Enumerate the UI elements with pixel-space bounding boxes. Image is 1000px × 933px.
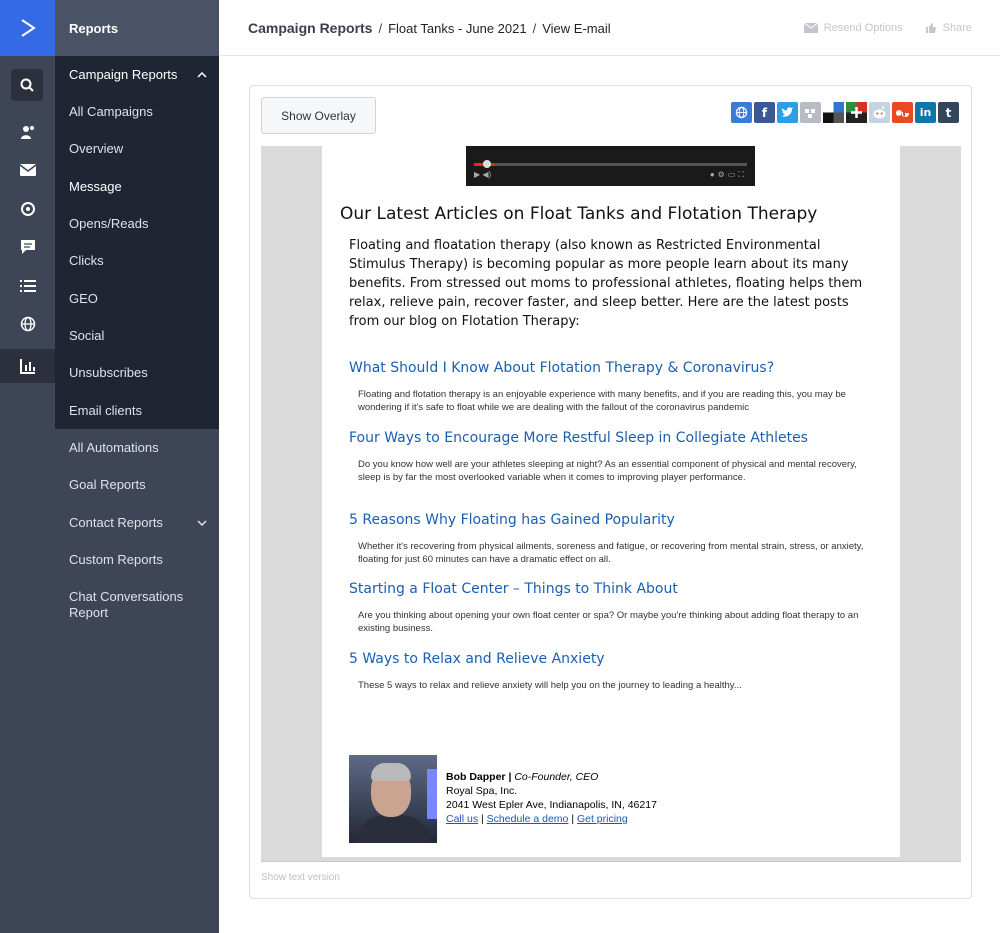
video-progress-bar[interactable] — [474, 163, 747, 166]
signature-address: 2041 West Epler Ave, Indianapolis, IN, 46217 — [446, 799, 657, 811]
show-text-version-link[interactable]: Show text version — [261, 872, 340, 883]
breadcrumb-current: View E-mail — [542, 20, 611, 36]
breadcrumb-separator: / — [378, 20, 383, 36]
avatar — [349, 755, 437, 843]
globe-icon[interactable] — [731, 102, 752, 123]
article-title-link[interactable]: Starting a Float Center – Things to Think About — [349, 581, 678, 597]
automations-icon[interactable] — [0, 192, 55, 226]
article-title-link[interactable]: 5 Reasons Why Floating has Gained Popularity — [349, 512, 675, 528]
nav-item-custom-reports[interactable]: Custom Reports — [69, 552, 163, 567]
article-item — [349, 581, 879, 635]
digg-icon[interactable] — [800, 102, 821, 123]
thumbs-up-icon — [925, 22, 937, 34]
delicious-icon[interactable] — [823, 102, 844, 123]
breadcrumb — [248, 20, 611, 36]
lists-icon[interactable] — [0, 269, 55, 303]
nav-item-goal-reports[interactable]: Goal Reports — [69, 477, 146, 492]
video-controls-icon[interactable]: ●⚙▭⛶ — [709, 170, 747, 179]
icon-rail — [0, 0, 55, 933]
article-summary: Floating and flotation therapy is an enjoyable experience with many benefits, and if you are reading this, you may be wondering if it's safe to float while we are dealing with the fallout of the coronavirus pandemic — [358, 389, 846, 413]
envelope-icon — [804, 23, 818, 33]
schedule-demo-link[interactable]: Schedule a demo — [486, 813, 569, 825]
share-button[interactable]: Share — [925, 22, 972, 34]
signature-name: Bob Dapper — [446, 771, 506, 783]
play-icon[interactable]: ▶ ◀) — [474, 170, 492, 179]
search-icon[interactable] — [11, 69, 43, 101]
article-summary: Do you know how well are your athletes sleeping at night? As an essential component of physical and mental recovery, sleep is by far the most overlooked variable when it comes to improving player performance. — [358, 459, 857, 483]
social-share-bar — [731, 102, 959, 123]
contacts-icon[interactable] — [0, 115, 55, 149]
reddit-icon[interactable] — [869, 102, 890, 123]
call-us-link[interactable]: Call us — [446, 813, 479, 825]
signature-role: Co-Founder, CEO — [514, 771, 599, 783]
page-header — [219, 0, 1000, 56]
article-summary: These 5 ways to relax and relieve anxiety will help you on the journey to leading a healthy... — [358, 680, 742, 691]
chevron-up-icon — [197, 72, 207, 78]
article-title-link[interactable]: What Should I Know About Flotation Therapy & Coronavirus? — [349, 360, 775, 376]
nav-item-overview[interactable]: Overview — [69, 141, 124, 156]
nav-item-opens-reads[interactable]: Opens/Reads — [69, 216, 149, 231]
email-intro: Floating and floatation therapy (also known as Restricted Environmental Stimulus Therapy) is becoming popular as more people learn about its many benefits. From stressed out moms to professional athletes, floating helps them relax, relieve pain, recover faster, and sleep better. Here are the latest posts from our blog on Flotation Therapy: — [349, 238, 863, 329]
reports-nav — [55, 0, 219, 933]
resend-options-button[interactable]: Resend Options — [804, 22, 903, 34]
nav-item-social[interactable]: Social — [69, 328, 105, 343]
chevron-down-icon — [197, 520, 207, 526]
nav-item-all-automations[interactable]: All Automations — [69, 440, 159, 455]
reports-icon[interactable] — [0, 349, 55, 383]
header-actions — [804, 22, 972, 34]
get-pricing-link[interactable]: Get pricing — [576, 813, 628, 825]
nav-section-title: Reports — [55, 0, 219, 56]
nav-item-chat-conversations-report[interactable]: Chat Conversations Report — [69, 589, 184, 620]
nav-item-geo[interactable]: GEO — [69, 291, 98, 306]
email-heading: Our Latest Articles on Float Tanks and Flotation Therapy — [340, 204, 818, 224]
email-preview-frame[interactable] — [261, 146, 961, 862]
video-player[interactable] — [466, 146, 755, 186]
facebook-icon[interactable]: f — [754, 102, 775, 123]
article-item — [349, 512, 879, 566]
email-body — [322, 146, 900, 857]
campaigns-icon[interactable] — [0, 153, 55, 187]
article-item — [349, 360, 879, 414]
app-logo-icon[interactable] — [0, 0, 55, 56]
linkedin-icon[interactable]: in — [915, 102, 936, 123]
conversations-icon[interactable] — [0, 230, 55, 264]
article-summary: Are you thinking about opening your own float center or spa? Or maybe you're thinking about adding float therapy to an existing business. — [358, 610, 859, 634]
article-title-link[interactable]: Four Ways to Encourage More Restful Sleep in Collegiate Athletes — [349, 430, 808, 446]
nav-item-email-clients[interactable]: Email clients — [69, 403, 142, 418]
article-title-link[interactable]: 5 Ways to Relax and Relieve Anxiety — [349, 651, 605, 667]
nav-item-contact-reports[interactable]: Contact Reports — [69, 515, 207, 531]
email-preview-panel — [249, 85, 972, 899]
stumbleupon-icon[interactable] — [892, 102, 913, 123]
nav-item-message[interactable]: Message — [69, 179, 122, 194]
google-plus-icon[interactable] — [846, 102, 867, 123]
nav-item-clicks[interactable]: Clicks — [69, 253, 104, 268]
nav-item-unsubscribes[interactable]: Unsubscribes — [69, 365, 148, 380]
nav-item-campaign-reports[interactable]: Campaign Reports — [69, 67, 207, 83]
article-item — [349, 651, 879, 692]
article-summary: Whether it's recovering from physical ailments, soreness and fatigue, or recovering from mental strain, stress, or anxiety, floating for just 60 minutes can have a dramatic effect on all. — [358, 541, 864, 565]
breadcrumb-campaign-reports[interactable]: Campaign Reports — [248, 20, 373, 36]
email-signature — [349, 755, 657, 843]
breadcrumb-campaign[interactable]: Float Tanks - June 2021 — [388, 20, 527, 36]
globe-icon[interactable] — [0, 307, 55, 341]
twitter-icon[interactable] — [777, 102, 798, 123]
signature-company: Royal Spa, Inc. — [446, 785, 518, 797]
show-overlay-button[interactable]: Show Overlay — [261, 97, 376, 134]
video-scrubber[interactable] — [483, 160, 491, 168]
article-item — [349, 430, 879, 484]
tumblr-icon[interactable]: t — [938, 102, 959, 123]
breadcrumb-separator: / — [532, 20, 537, 36]
signature-details: Bob Dapper | Co-Founder, CEO Royal Spa, Inc. 2041 West Epler Ave, Indianapolis, IN, 46217 Call us | Schedule a demo | Get pricing — [446, 771, 657, 825]
nav-item-all-campaigns[interactable]: All Campaigns — [69, 104, 153, 119]
